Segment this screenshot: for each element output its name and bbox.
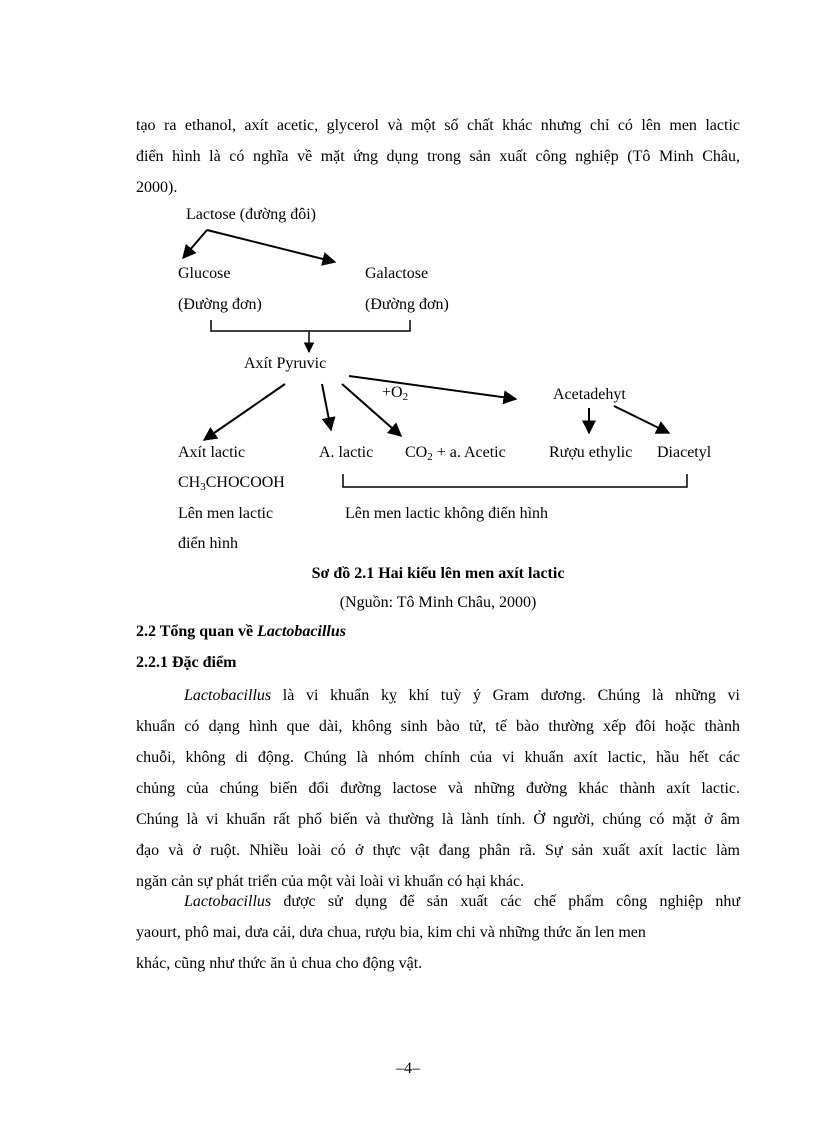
- arrow-lactose-glucose: [183, 230, 207, 258]
- paragraph-line: đạo và ở ruột. Nhiều loài có ở thực vật đang phân rã. Sự sản xuất axít lactic làm: [136, 842, 740, 859]
- section-heading-prefix: 2.2 Tổng quan về: [136, 623, 258, 640]
- label-pyruvic: Axít Pyruvic: [244, 355, 327, 372]
- paragraph-line: chủng của chúng biến đổi đường lactose và những đường khác thành axít lactic.: [136, 780, 740, 797]
- diagram-caption-source: (Nguồn: Tô Minh Châu, 2000): [339, 594, 537, 611]
- co2-subscript: 2: [427, 451, 433, 463]
- genus-name: Lactobacillus: [184, 687, 272, 704]
- label-acetadehyt: Acetadehyt: [553, 386, 626, 403]
- paragraph-line: yaourt, phô mai, dưa cải, dưa chua, rượu bia, kim chi và những thức ăn len men: [136, 924, 646, 941]
- paragraph-line: [136, 886, 740, 917]
- arrow-pyruvic-axit-lactic: [204, 384, 285, 440]
- oxygen-text: +O: [382, 384, 403, 401]
- oxygen-subscript: 2: [402, 391, 409, 403]
- label-atypical: Lên men lactic không điển hình: [345, 505, 549, 522]
- bracket-atypical: [343, 474, 687, 487]
- intro-line: tạo ra ethanol, axít acetic, glycerol và một số chất khác nhưng chỉ có lên men lactic: [136, 117, 740, 134]
- formula-part-a: CH: [178, 474, 201, 491]
- label-ruou-ethylic: Rượu ethylic: [549, 444, 633, 461]
- section-heading-italic: Lactobacillus: [257, 623, 346, 640]
- line-text: là vi khuẩn kỵ khí tuỳ ý Gram dương. Chúng là những vi: [271, 687, 740, 704]
- label-axit-lactic: Axít lactic: [178, 444, 246, 461]
- page-number: –4–: [396, 1060, 420, 1077]
- paragraph-line: khuẩn có dạng hình que dài, không sinh bào tử, tế bào thường xếp đôi hoặc thành: [136, 718, 740, 735]
- label-lactose: Lactose (đường đôi): [186, 206, 316, 223]
- paragraph-2: [136, 886, 740, 979]
- co2-part-a: CO: [405, 444, 428, 461]
- intro-line: 2000).: [136, 179, 178, 196]
- paragraph-line: ngăn cản sự phát triển của một vài loài vi khuẩn có hại khác.: [136, 873, 525, 890]
- subsection-heading: 2.2.1 Đặc điểm: [136, 654, 237, 671]
- section-heading: [136, 623, 346, 641]
- diagram-caption-title: Sơ đồ 2.1 Hai kiểu lên men axít lactic: [311, 565, 565, 582]
- arrow-acetadehyt-diacetyl: [614, 406, 669, 433]
- bracket-monosaccharides: [211, 320, 410, 331]
- paragraph-line: khác, cũng như thức ăn ủ chua cho động vật.: [136, 955, 423, 972]
- label-diacetyl: Diacetyl: [657, 444, 712, 461]
- label-glucose: Glucose: [178, 265, 231, 282]
- label-galactose: Galactose: [365, 265, 429, 282]
- paragraph-line: [136, 680, 740, 711]
- genus-name: Lactobacillus: [184, 893, 272, 910]
- arrow-pyruvic-acetadehyt: [349, 376, 516, 399]
- label-formula: [178, 473, 285, 493]
- arrow-pyruvic-a-lactic: [322, 384, 331, 430]
- paragraph-line: chuỗi, không di động. Chúng là nhóm chính của vi khuẩn axít lactic, hầu hết các: [136, 749, 740, 766]
- co2-part-b: + a. Acetic: [432, 444, 506, 461]
- label-galactose-note: (Đường đơn): [365, 296, 449, 313]
- label-glucose-note: (Đường đơn): [178, 296, 262, 313]
- label-a-lactic: A. lactic: [319, 444, 374, 461]
- intro-line: điển hình là có nghĩa về mặt ứng dụng trong sản xuất công nghiệp (Tô Minh Châu,: [136, 148, 740, 165]
- label-co2-acetic: [405, 443, 506, 463]
- arrow-lactose-galactose: [207, 230, 335, 262]
- formula-part-b: CHOCOOH: [205, 474, 285, 491]
- paragraph-1: [136, 680, 740, 897]
- paragraph-line: Chúng là vi khuẩn rất phổ biến và thường là lành tính. Ở người, chúng có mặt ở âm: [136, 811, 740, 828]
- label-typical-1: Lên men lactic: [178, 505, 274, 522]
- line-text: được sử dụng để sản xuất các chế phẩm công nghiệp như: [271, 893, 740, 910]
- label-typical-2: điển hình: [178, 535, 238, 552]
- label-oxygen: [382, 383, 408, 403]
- formula-subscript: 3: [200, 481, 206, 493]
